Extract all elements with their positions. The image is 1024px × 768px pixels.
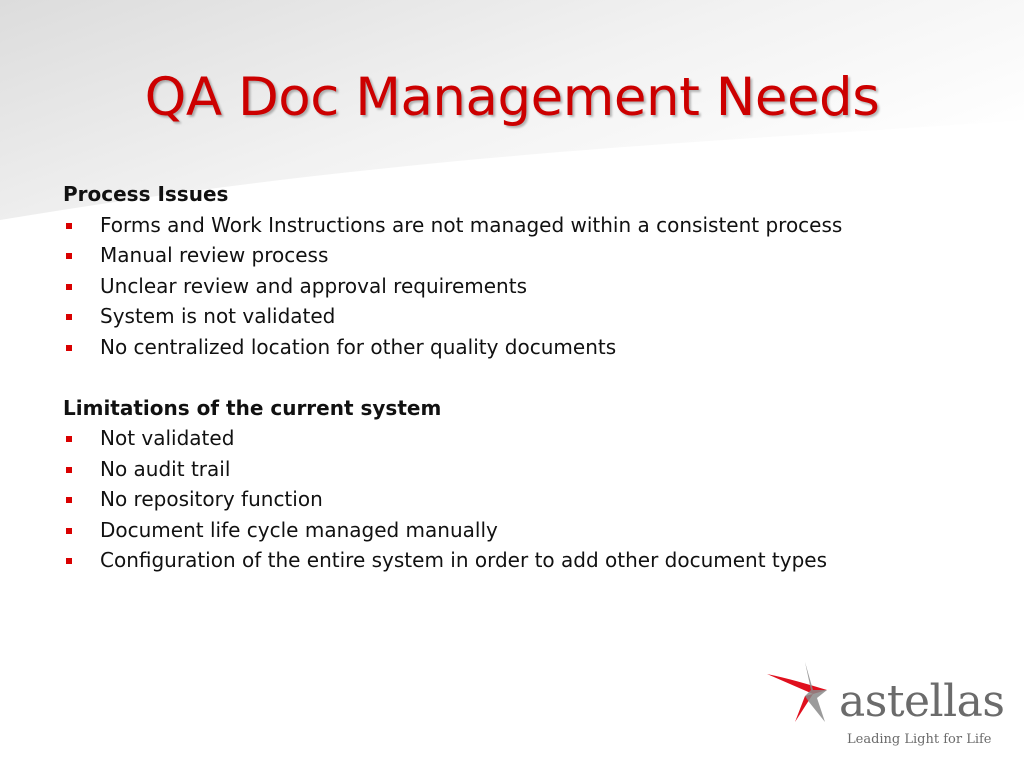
bullet-text: Configuration of the entire system in order to add other document types: [100, 548, 828, 572]
bullet-text: Manual review process: [100, 243, 329, 267]
bullet-square-icon: [66, 497, 72, 503]
bullet-text: No repository function: [100, 487, 323, 511]
bullet-item: [63, 423, 993, 454]
bullet-item: [63, 545, 993, 576]
bullet-square-icon: [66, 558, 72, 564]
bullet-square-icon: [66, 345, 72, 351]
section-heading-limitations: Limitations of the current system: [63, 395, 442, 420]
slide-title: QA Doc Management Needs: [144, 67, 880, 128]
slide-body: [63, 179, 993, 576]
bullet-item: [63, 332, 993, 363]
bullet-list-limitations: [63, 423, 993, 576]
section-spacer: [63, 362, 993, 393]
bullet-text: Not validated: [100, 426, 235, 450]
logo-tagline: Leading Light for Life: [847, 732, 992, 747]
logo-wordmark: astellas: [839, 676, 1005, 727]
bullet-square-icon: [66, 467, 72, 473]
bullet-square-icon: [66, 528, 72, 534]
bullet-text: Forms and Work Instructions are not managed within a consistent process: [100, 212, 843, 237]
bullet-square-icon: [66, 314, 72, 320]
bullet-square-icon: [66, 436, 72, 442]
bullet-square-icon: [66, 284, 72, 290]
bullet-item: [63, 515, 993, 546]
bullet-text: Document life cycle managed manually: [100, 517, 498, 542]
bullet-text: No audit trail: [100, 456, 231, 481]
bullet-item: [63, 210, 993, 241]
bullet-item: [63, 454, 993, 485]
bullet-text: Unclear review and approval requirements: [100, 273, 527, 298]
bullet-list-process-issues: [63, 210, 993, 363]
astellas-star-icon: [765, 660, 845, 730]
astellas-logo: [765, 660, 1005, 752]
section-heading-process-issues: Process Issues: [63, 182, 229, 206]
bullet-item: [63, 240, 993, 271]
bullet-square-icon: [66, 253, 72, 259]
bullet-item: [63, 271, 993, 302]
bullet-text: System is not validated: [100, 304, 336, 328]
bullet-item: [63, 301, 993, 332]
bullet-square-icon: [66, 223, 72, 229]
bullet-text: No centralized location for other quality documents: [100, 334, 617, 359]
bullet-item: [63, 484, 993, 515]
